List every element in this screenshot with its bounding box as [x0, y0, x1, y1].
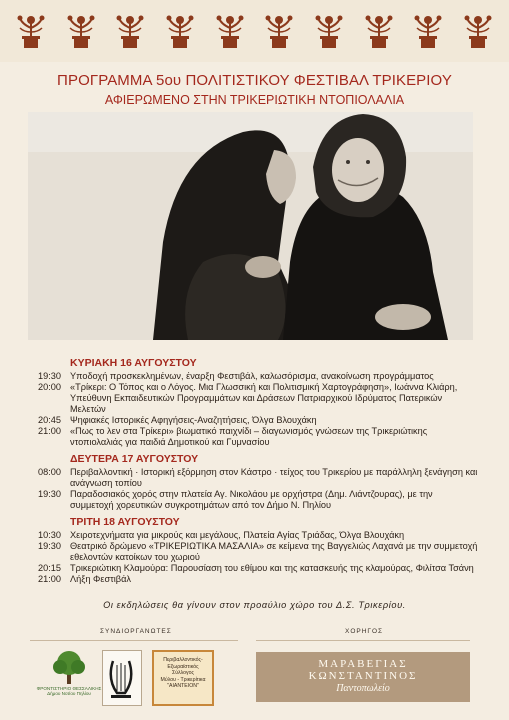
event-row — [38, 574, 478, 585]
sponsor-surname: ΜΑΡΑΒΕΓΙΑΣ — [318, 658, 408, 670]
event-description: Λήξη Φεστιβάλ — [70, 574, 131, 584]
event-time: 19:30 — [38, 371, 61, 381]
event-description: Χειροτεχνήματα για μικρούς και μεγάλους, Πλατεία Αγίας Τριάδας, Όλγα Βλουχάκη — [70, 530, 405, 540]
poster-subtitle: ΑΦΙΕΡΩΜΕΝΟ ΣΤΗΝ ΤΡΙΚΕΡΙΩΤΙΚΗ ΝΤΟΠΙΟΛΑΛΙΑ — [104, 93, 405, 107]
association-line: Εξωραϊστικός — [167, 663, 199, 670]
event-row — [38, 467, 478, 489]
event-description: «Πως το λεν στα Τρίκερι» βιωματικό παιχνίδι – διαγωνισμός γνώσεων της Τρικεριώτικης ντοπιολαλιάς για παιδιά Δημοτικού και Γυμνασίου — [70, 426, 428, 447]
event-description: Περιβαλλοντική · Ιστορική εξόρμηση στον Κάστρο · τείχος του Τρικερίου με παράλληλη ξενάγηση και ανάγνωση τοπίου — [70, 467, 478, 488]
embroidered-flower-pot-icon — [411, 14, 445, 50]
embroidered-flower-pot-icon — [362, 14, 396, 50]
divider — [30, 640, 238, 641]
sponsor-label: ΧΟΡΗΓΟΣ — [345, 628, 384, 635]
co-organizers-label: ΣΥΝΔΙΟΡΓΑΝΩΤΕΣ — [100, 628, 172, 635]
event-time: 21:00 — [38, 574, 61, 584]
embroidery-motif-row — [14, 12, 495, 52]
event-description: Ψηφιακές Ιστορικές Αφηγήσεις-Αναζητήσεις, Όλγα Βλουχάκη — [70, 415, 317, 425]
embroidered-flower-pot-icon — [262, 14, 296, 50]
association-line: Σύλλογος — [171, 670, 195, 677]
day-block — [38, 454, 478, 511]
divider — [256, 640, 470, 641]
event-time: 20:45 — [38, 415, 61, 425]
association-line: Μύλου - Τρικερίτικα — [160, 676, 206, 683]
sponsor-card — [256, 652, 470, 702]
day-block — [38, 358, 478, 448]
event-description: Τρικεριώτικη Κλαμούρα: Παρουσίαση του εθίμου και της κατασκευής της κλαμούρας, Φιλίτσα Τσάνη — [70, 563, 474, 573]
event-row — [38, 415, 478, 426]
lyre-icon — [103, 651, 139, 703]
sponsor-business: Παντοπωλείο — [336, 683, 390, 694]
poster-title: ΠΡΟΓΡΑΜΜΑ 5ου ΠΟΛΙΤΙΣΤΙΚΟΥ ΦΕΣΤΙΒΑΛ ΤΡΙΚΕΡΙΟΥ — [57, 72, 452, 89]
two-elderly-women-photo — [28, 112, 473, 340]
event-time: 19:30 — [38, 541, 61, 551]
embroidered-flower-pot-icon — [14, 14, 48, 50]
embroidered-flower-pot-icon — [64, 14, 98, 50]
tree-icon — [49, 648, 89, 686]
event-description: «Τρίκερι: Ο Τόπος και ο Λόγος. Μια Γλωσσική και Πολιτισμική Χαρτογράφηση», Ιωάννα Κλιάρη, Υπεύθυνη Εκπαιδευτικών Προγραμμάτων και Δράσεων Πατριαρχικού Ιδρύματος Πατερικών Μελετών — [70, 382, 458, 414]
tree-logo — [30, 648, 108, 706]
sponsor-firstname: ΚΩΝΣΤΑΝΤΙΝΟΣ — [308, 670, 418, 682]
day-heading: ΔΕΥΤΕΡΑ 17 ΑΥΓΟΥΣΤΟΥ — [70, 453, 199, 465]
embroidered-flower-pot-icon — [163, 14, 197, 50]
event-time: 10:30 — [38, 530, 61, 540]
day-heading: ΚΥΡΙΑΚΗ 16 ΑΥΓΟΥΣΤΟΥ — [70, 357, 197, 369]
festival-schedule — [38, 358, 478, 591]
event-description: Παραδοσιακός χορός στην πλατεία Αγ. Νικολάου με ορχήστρα (Δημ. Λιάντζουρας), με την συμμετοχή χορευτικών συγκροτημάτων από τον Δήμο Ν. Πηλίου — [70, 489, 433, 510]
association-logo — [152, 650, 214, 706]
venue-note: Οι εκδηλώσεις θα γίνουν στον προαύλιο χώρο του Δ.Σ. Τρικερίου. — [103, 600, 406, 610]
event-description: Υποδοχή προσκεκλημένων, έναρξη Φεστιβάλ, καλωσόρισμα, ανακοίνωση προγράμματος — [70, 371, 434, 381]
event-time: 21:00 — [38, 426, 61, 436]
event-time: 08:00 — [38, 467, 61, 477]
embroidered-flower-pot-icon — [461, 14, 495, 50]
day-heading: ΤΡΙΤΗ 18 ΑΥΓΟΥΣΤΟΥ — [70, 516, 180, 528]
embroidered-flower-pot-icon — [213, 14, 247, 50]
event-description: Θεατρικό δρώμενο «ΤΡΙΚΕΡΙΩΤΙΚΑ ΜΑΣΑΛΙΑ» σε κείμενα της Βαγγελιώς Λαχανά με την συμμετοχή εθελοντών κατοίκων του χωριού — [70, 541, 478, 562]
school-logo — [102, 650, 142, 706]
embroidered-flower-pot-icon — [312, 14, 346, 50]
event-time: 20:00 — [38, 382, 61, 392]
event-time: 19:30 — [38, 489, 61, 499]
day-block — [38, 517, 478, 585]
tree-logo-caption: ΦΡΟΝΤΙΣΤΗΡΙΟ ΘΕΣΣΑΛΙΚΗΣ — [36, 686, 102, 691]
event-row — [38, 541, 478, 563]
association-line: Περιβαλλοντικός- — [163, 657, 203, 663]
event-row — [38, 530, 478, 541]
tree-logo-subcaption: Δήμου Νοτίου Πηλίου — [47, 691, 91, 696]
event-row — [38, 371, 478, 382]
event-row — [38, 489, 478, 511]
event-row — [38, 382, 478, 415]
event-row — [38, 426, 478, 448]
event-row — [38, 563, 478, 574]
association-line: "ΑΙΑΝΤΕΙΟΝ" — [167, 683, 199, 690]
event-time: 20:15 — [38, 563, 61, 573]
embroidered-flower-pot-icon — [113, 14, 147, 50]
